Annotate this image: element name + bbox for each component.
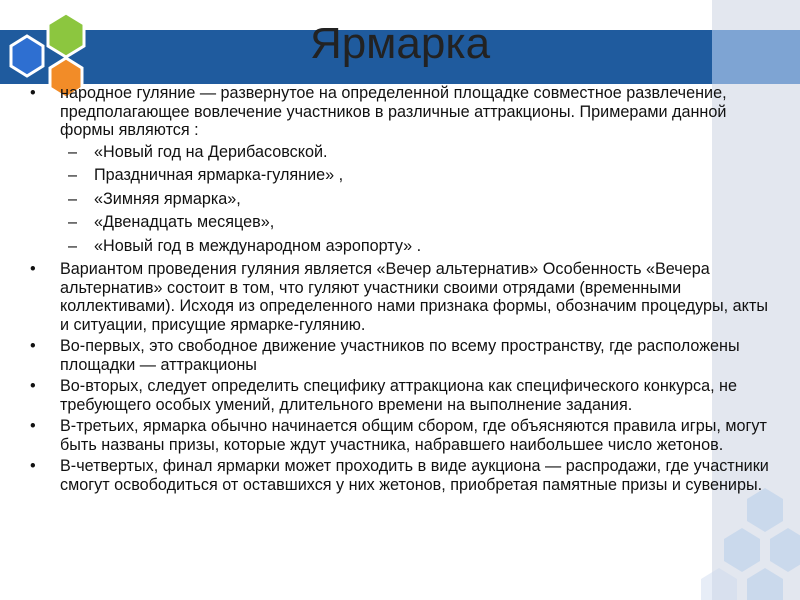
bullet-text: Праздничная ярмарка-гуляние» , [94,166,344,184]
bullet-item [30,337,778,374]
slide-content [30,84,778,497]
bullet-marker: • [30,377,36,395]
bullet-marker: • [30,337,36,355]
bullet-marker: • [30,457,36,475]
bullet-item [30,260,778,334]
bullet-item [30,417,778,454]
bullet-marker: • [30,84,36,102]
dash-marker: – [68,142,78,161]
sub-list-item [30,237,778,256]
bullet-text: Вариантом проведения гуляния является «Вечер альтернатив» Особенность «Вечера альтернатив» состоит в том, что гуляют участники своими отрядами (временными коллективами). Исходя из определенного нами признака формы, обозначим процедуры, акты и ситуации, присущие ярмарке-гулянию. [60,260,768,334]
dash-marker: – [68,236,78,255]
bullet-text: «Зимняя ярмарка», [94,189,241,208]
dash-marker: – [68,189,78,208]
bullet-text: народное гуляние — развернутое на определенной площадке совместное развлечение, предполагающее вовлечение участников в различные аттракционы. Примерами данной формы являются : [60,84,727,139]
bullet-text: «Двенадцать месяцев», [94,213,275,231]
bullet-text: Во-вторых, следует определить специфику аттракциона как специфического конкурса, не требующего особых умений, длительного времени на выполнение задания. [60,377,738,414]
bullet-list [30,84,778,494]
sub-list-item [30,166,778,185]
dash-marker: – [68,213,78,231]
dash-marker: – [68,166,78,184]
bullet-item [30,377,778,414]
bullet-text: «Новый год на Дерибасовской. [94,142,328,161]
sub-list-item [30,213,778,232]
bullet-text: Во-первых, это свободное движение участников по всему пространству, где расположены площадки — аттракционы [60,337,740,374]
slide-title: Ярмарка [309,19,491,68]
bullet-item [30,457,778,494]
bullet-marker: • [30,417,36,435]
bullet-text: В-четвертых, финал ярмарки может проходить в виде аукциона — распродажи, где участники смогут освободиться от оставшихся у них жетонов, приобретая памятные призы и сувениры. [60,457,769,494]
bullet-text: «Новый год в международном аэропорту» . [94,236,422,255]
sub-list-item [30,143,778,162]
bullet-item [30,84,778,140]
sub-list-item [30,190,778,209]
bullet-text: В-третьих, ярмарка обычно начинается общим сбором, где объясняются правила игры, могут быть названы призы, которые ждут участника, набравшего наибольшее число жетонов. [60,417,767,454]
bullet-marker: • [30,260,36,278]
